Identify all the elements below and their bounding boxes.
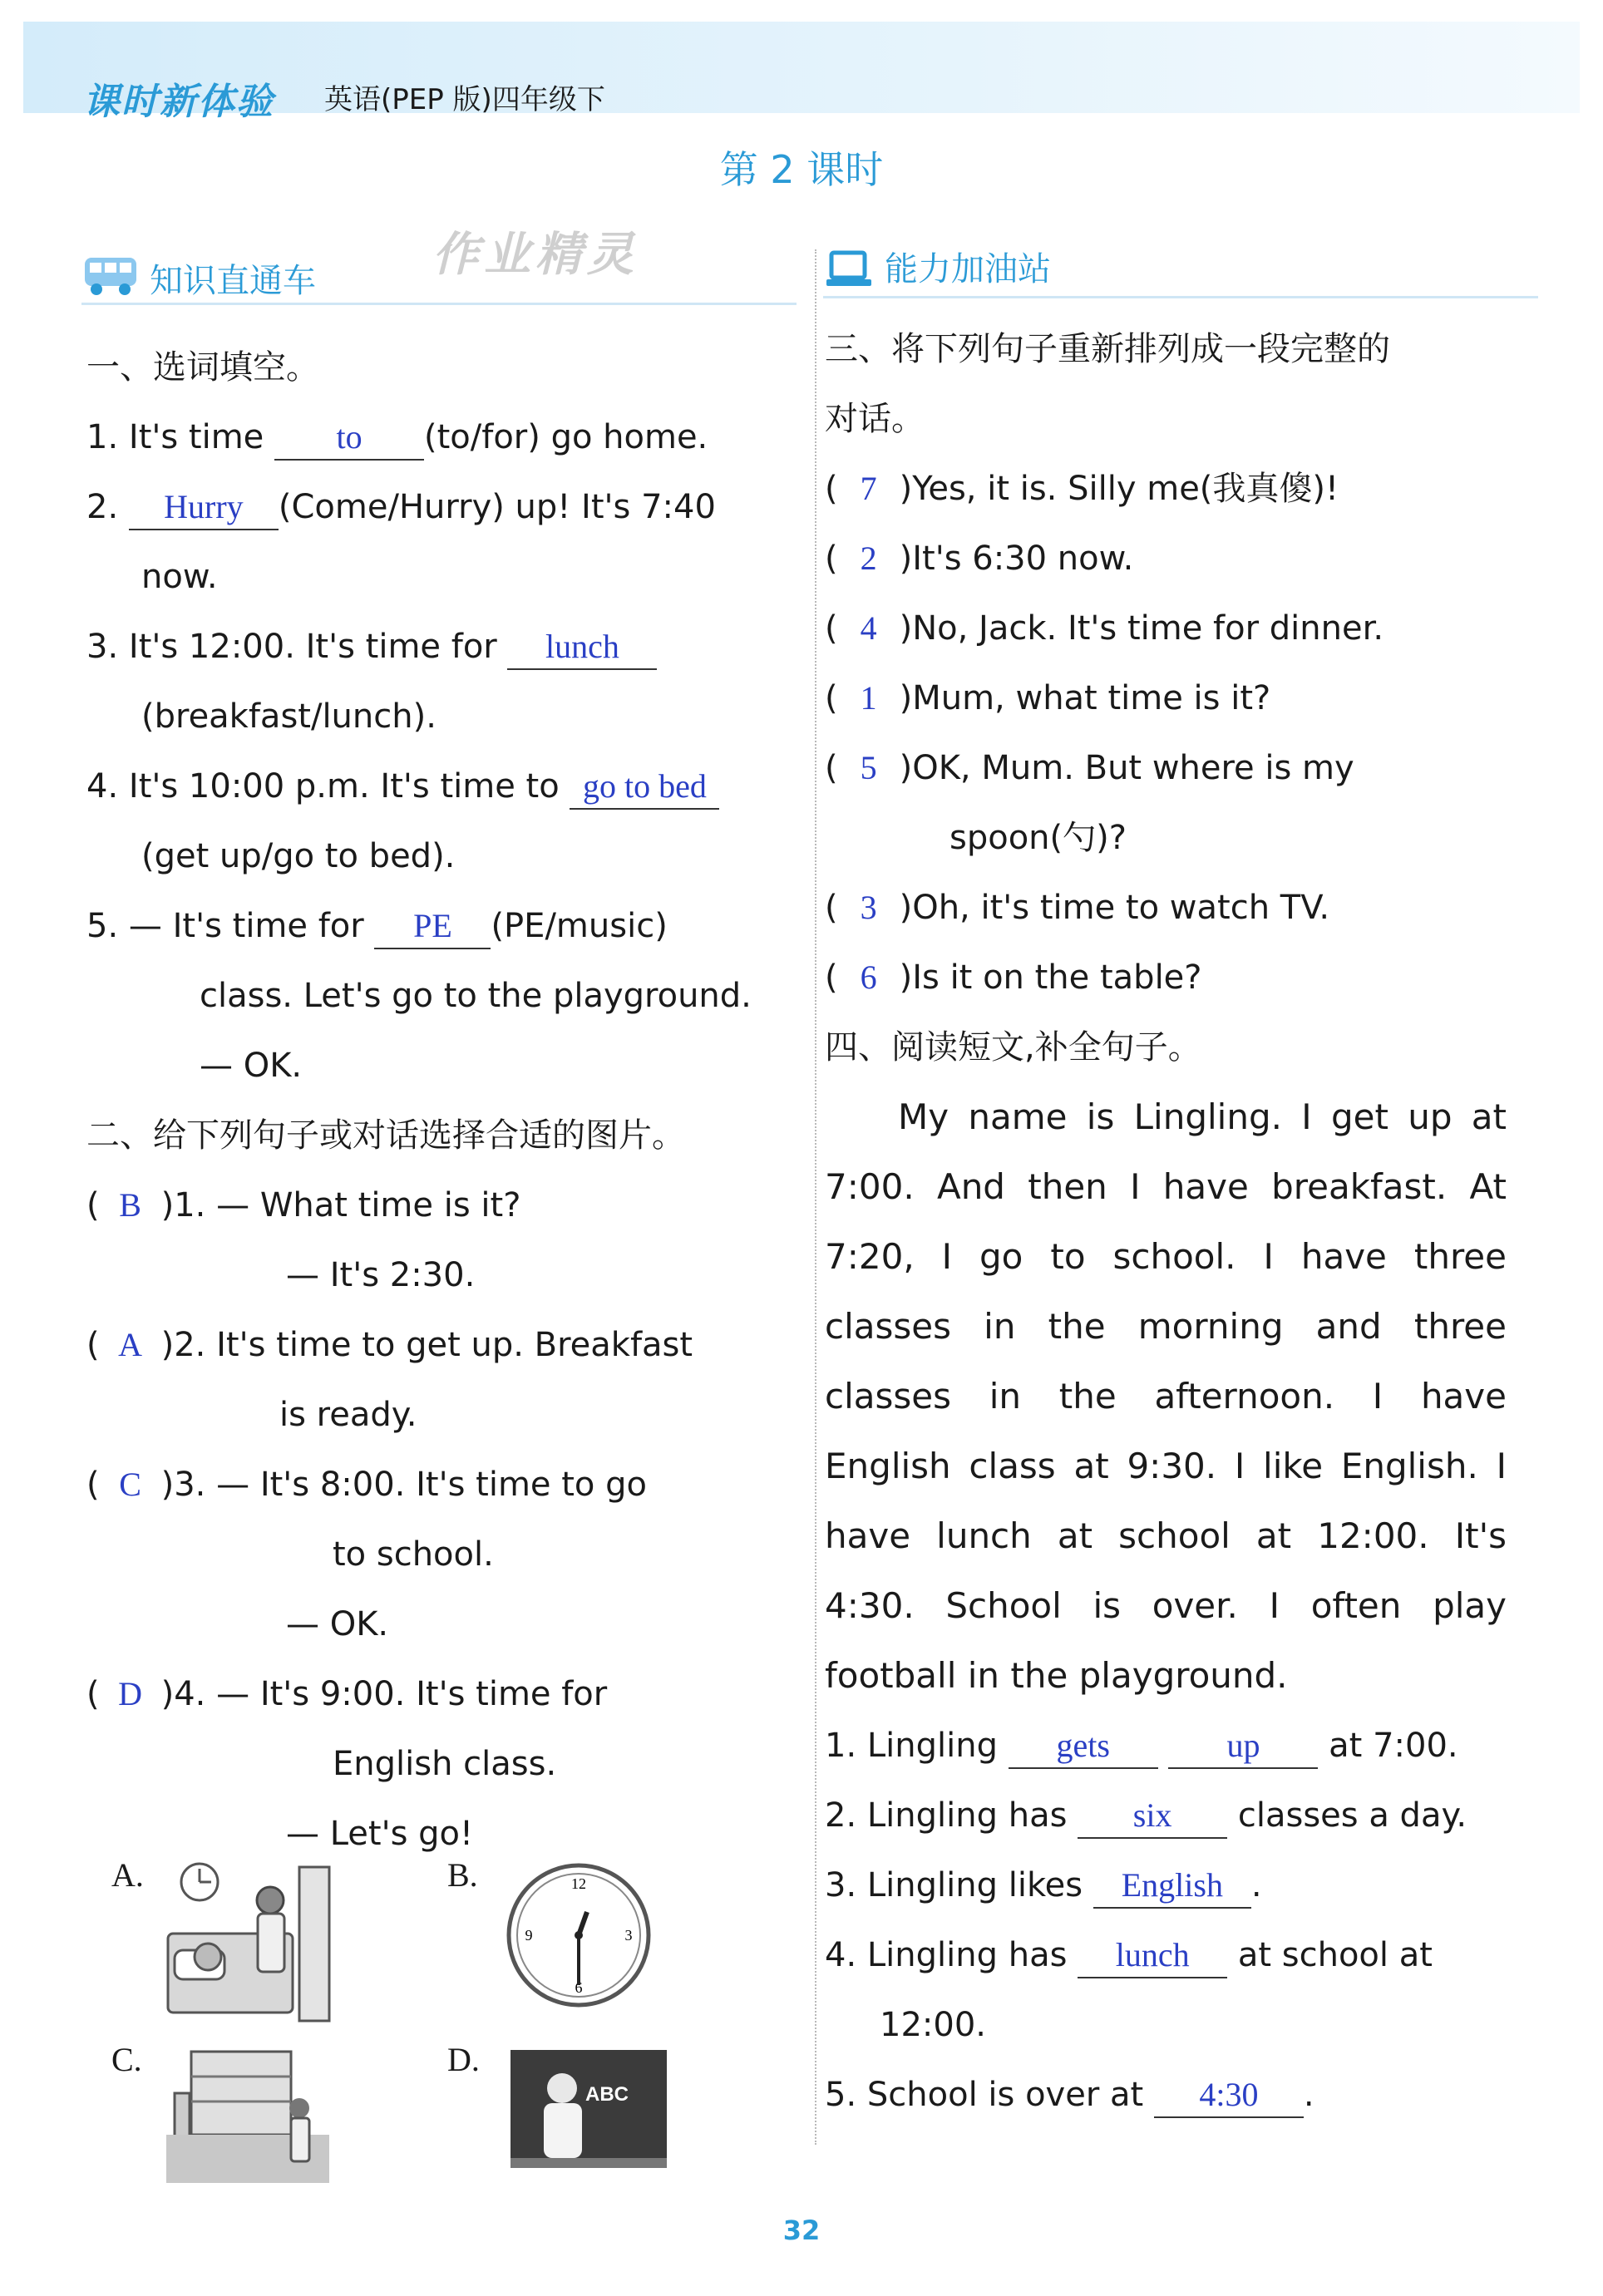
item-text: Lingling has bbox=[866, 1936, 1068, 1974]
item-number: 4. bbox=[825, 1936, 857, 1974]
part3-heading: 三、将下列句子重新排列成一段完整的 bbox=[825, 330, 1390, 368]
item-text: (PE/music) bbox=[491, 907, 668, 945]
answer-blank[interactable]: up bbox=[1168, 1724, 1318, 1769]
svg-text:3: 3 bbox=[624, 1927, 633, 1944]
item-continuation: English class. bbox=[333, 1745, 557, 1783]
order-answer[interactable]: 6 bbox=[860, 958, 877, 996]
item-continuation: spoon(勺)? bbox=[949, 819, 1127, 857]
svg-text:6: 6 bbox=[575, 1979, 583, 1996]
item-number: 5. bbox=[825, 2076, 857, 2114]
lesson-title: 第 2 课时 bbox=[719, 147, 884, 192]
part3-item: ( 7 )Yes, it is. Silly me(我真傻)! bbox=[825, 454, 1515, 524]
svg-text:12: 12 bbox=[571, 1875, 586, 1892]
item-text: School is over at bbox=[866, 2076, 1144, 2114]
item-text: at school at bbox=[1237, 1936, 1433, 1974]
part2-item-4: ( D )4. — It's 9:00. It's time for bbox=[86, 1659, 777, 1729]
order-answer[interactable]: 3 bbox=[860, 889, 877, 926]
part3-item: ( 6 )Is it on the table? bbox=[825, 943, 1515, 1013]
item-number: 3. bbox=[825, 1866, 857, 1904]
reading-passage: My name is Lingling. I get up at 7:00. And then I have breakfast. At 7:20, I go to school. I have three classes in the morning and three classes in the afternoon. I have English class at 9:30. I like English. I have lunch at school at 12:00. It's 4:30. School is over. I often play football in the playground. bbox=[825, 1096, 1507, 1696]
part4-item-5 bbox=[825, 2060, 1515, 2130]
part4-item-2 bbox=[825, 1781, 1515, 1850]
item-number: 2. bbox=[174, 1326, 206, 1364]
bedroom-picture bbox=[166, 1859, 333, 2028]
part3-item: ( 2 )It's 6:30 now. bbox=[825, 524, 1515, 594]
part3-item: ( 3 )Oh, it's time to watch TV. bbox=[825, 873, 1515, 943]
order-answer[interactable]: 1 bbox=[860, 679, 877, 717]
part1-item-5 bbox=[86, 891, 777, 961]
item-text: OK, Mum. But where is my bbox=[912, 749, 1354, 787]
item-number: 2. bbox=[86, 488, 119, 526]
item-text: Mum, what time is it? bbox=[912, 679, 1271, 717]
part4-item-1 bbox=[825, 1711, 1515, 1781]
answer-choice[interactable]: B bbox=[119, 1186, 141, 1224]
item-continuation: — It's 2:30. bbox=[286, 1256, 476, 1294]
item-continuation: — Let's go! bbox=[286, 1815, 474, 1853]
part2-item-3: ( C )3. — It's 8:00. It's time to go bbox=[86, 1450, 777, 1520]
part1 bbox=[86, 333, 777, 1869]
part2-item-2: ( A )2. It's time to get up. Breakfast bbox=[86, 1310, 777, 1380]
item-continuation: — OK. bbox=[200, 1047, 303, 1085]
item-text: No, Jack. It's time for dinner. bbox=[912, 609, 1384, 648]
item-text: It's 10:00 p.m. It's time to bbox=[128, 767, 560, 806]
answer-blank[interactable]: go to bed bbox=[570, 765, 719, 810]
item-continuation: 12:00. bbox=[880, 2006, 986, 2044]
svg-text:9: 9 bbox=[525, 1927, 533, 1944]
brand-logo: 课时新体验 bbox=[83, 81, 274, 123]
item-text: Yes, it is. Silly me(我真傻)! bbox=[912, 470, 1339, 508]
item-number: 1. bbox=[825, 1727, 857, 1765]
part4-item-4 bbox=[825, 1920, 1515, 1990]
part3-item: ( 4 )No, Jack. It's time for dinner. bbox=[825, 594, 1515, 663]
part3-item: ( 1 )Mum, what time is it? bbox=[825, 663, 1515, 733]
part3 bbox=[825, 314, 1515, 2130]
item-continuation: to school. bbox=[333, 1535, 494, 1574]
board-text: ABC bbox=[585, 2083, 629, 2106]
item-text: at 7:00. bbox=[1329, 1727, 1458, 1765]
order-answer[interactable]: 2 bbox=[860, 540, 877, 577]
item-text: (Come/Hurry) up! It's 7:40 bbox=[278, 488, 716, 526]
item-text: Lingling likes bbox=[866, 1866, 1083, 1904]
item-text: It's 6:30 now. bbox=[912, 540, 1134, 578]
answer-blank[interactable]: PE bbox=[374, 904, 491, 949]
part4-item-3 bbox=[825, 1850, 1515, 1920]
school-picture bbox=[166, 2043, 329, 2188]
picture-label-a: A. bbox=[111, 1856, 144, 1894]
item-text: It's time bbox=[128, 418, 264, 456]
item-text: Oh, it's time to watch TV. bbox=[912, 889, 1330, 927]
part1-heading: 一、选词填空。 bbox=[86, 348, 319, 387]
clock-picture bbox=[504, 1855, 654, 2017]
answer-blank[interactable]: six bbox=[1078, 1794, 1227, 1839]
item-number: 1. bbox=[174, 1186, 206, 1224]
item-number: 3. bbox=[86, 628, 119, 666]
part2-heading: 二、给下列句子或对话选择合适的图片。 bbox=[86, 1116, 685, 1155]
item-continuation: — OK. bbox=[286, 1605, 389, 1643]
laptop-icon bbox=[823, 246, 876, 296]
order-answer[interactable]: 4 bbox=[860, 609, 877, 647]
item-number: 4. bbox=[174, 1675, 206, 1713]
answer-blank[interactable]: English bbox=[1093, 1864, 1251, 1909]
item-text: — What time is it? bbox=[216, 1186, 521, 1224]
item-continuation: now. bbox=[141, 558, 218, 596]
item-text: — It's time for bbox=[128, 907, 364, 945]
item-continuation: (breakfast/lunch). bbox=[141, 697, 437, 736]
answer-blank[interactable]: Hurry bbox=[129, 485, 279, 530]
item-text: classes a day. bbox=[1237, 1796, 1467, 1835]
section-left-underline bbox=[81, 303, 797, 305]
item-number: 2. bbox=[825, 1796, 857, 1835]
answer-blank[interactable]: 4:30 bbox=[1154, 2073, 1304, 2118]
part3-item: ( 5 )OK, Mum. But where is my bbox=[825, 733, 1515, 803]
order-answer[interactable]: 7 bbox=[860, 470, 877, 507]
item-text: It's time to get up. Breakfast bbox=[216, 1326, 693, 1364]
item-text: (to/for) go home. bbox=[424, 418, 708, 456]
item-text: It's 12:00. It's time for bbox=[128, 628, 497, 666]
item-continuation: (get up/go to bed). bbox=[141, 837, 456, 875]
item-continuation: class. Let's go to the playground. bbox=[200, 977, 752, 1015]
item-text: Lingling bbox=[866, 1727, 998, 1765]
answer-choice[interactable]: A bbox=[118, 1326, 143, 1363]
bus-icon bbox=[81, 249, 141, 303]
picture-label-c: C. bbox=[111, 2041, 142, 2078]
part1-item-1 bbox=[86, 402, 777, 472]
watermark: 作业精灵 bbox=[432, 228, 639, 282]
answer-blank[interactable]: gets bbox=[1009, 1724, 1158, 1769]
item-number: 3. bbox=[174, 1466, 206, 1504]
picture-label-d: D. bbox=[447, 2041, 480, 2078]
part1-item-2 bbox=[86, 472, 777, 542]
item-text: . bbox=[1250, 1866, 1262, 1904]
answer-choice[interactable]: D bbox=[118, 1675, 143, 1712]
item-text: — It's 9:00. It's time for bbox=[216, 1675, 608, 1713]
item-text: — It's 8:00. It's time to go bbox=[216, 1466, 647, 1504]
page-number: 32 bbox=[782, 2215, 821, 2246]
picture-label-b: B. bbox=[447, 1856, 478, 1894]
item-number: 4. bbox=[86, 767, 119, 806]
column-divider bbox=[815, 249, 816, 2145]
part4-heading: 四、阅读短文,补全句子。 bbox=[825, 1028, 1201, 1067]
answer-blank[interactable]: to bbox=[274, 416, 424, 461]
item-text: Is it on the table? bbox=[912, 958, 1202, 997]
order-answer[interactable]: 5 bbox=[860, 749, 877, 786]
part1-item-3 bbox=[86, 612, 777, 682]
answer-blank[interactable]: lunch bbox=[1078, 1934, 1227, 1978]
section-right-title: 能力加油站 bbox=[885, 250, 1051, 288]
part1-item-4 bbox=[86, 751, 777, 821]
part3-heading-cont: 对话。 bbox=[825, 400, 925, 438]
item-continuation: is ready. bbox=[279, 1396, 417, 1434]
answer-choice[interactable]: C bbox=[119, 1466, 141, 1503]
item-text: Lingling has bbox=[866, 1796, 1068, 1835]
item-number: 1. bbox=[86, 418, 119, 456]
item-number: 5. bbox=[86, 907, 119, 945]
part2-item-1: ( B )1. — What time is it? bbox=[86, 1170, 777, 1240]
subject-label: 英语(PEP 版)四年级下 bbox=[324, 83, 605, 116]
item-text: . bbox=[1303, 2076, 1314, 2114]
answer-blank[interactable]: lunch bbox=[507, 625, 657, 670]
classroom-picture bbox=[510, 2050, 667, 2168]
section-right-underline bbox=[823, 296, 1538, 298]
section-left-title: 知识直通车 bbox=[150, 262, 316, 300]
